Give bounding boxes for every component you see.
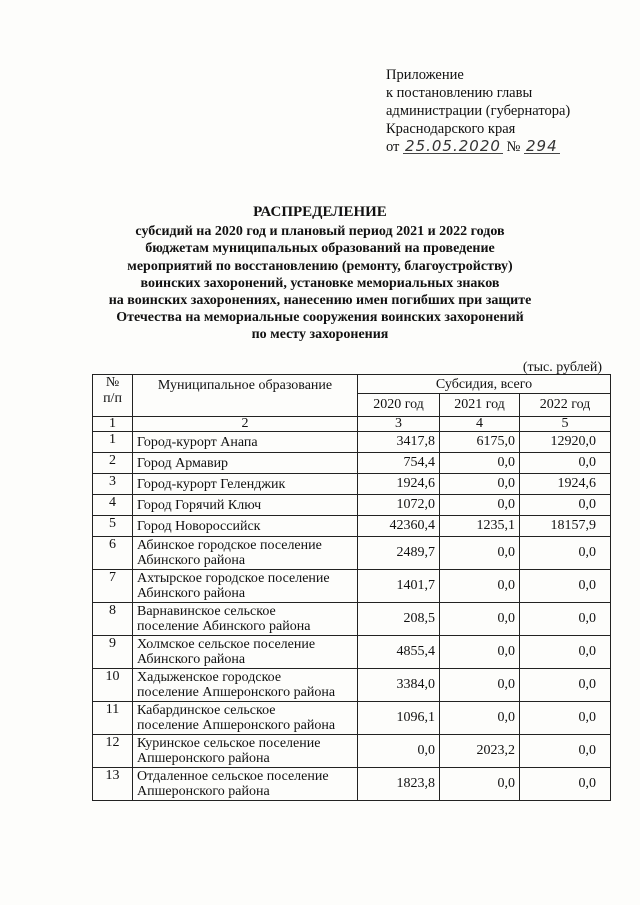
value-2022: 18157,9	[520, 516, 611, 537]
title-line: мероприятий по восстановлению (ремонту, благоустройству)	[127, 258, 513, 274]
value-2021: 2023,2	[440, 735, 520, 768]
handwritten-number: 294	[526, 137, 558, 155]
title-line: Отечества на мемориальные сооружения воинских захоронений	[116, 310, 524, 326]
municipality-line: Город-курорт Анапа	[137, 434, 258, 450]
row-municipality	[133, 735, 358, 768]
municipality-line: поселение Апшеронского района	[137, 685, 336, 700]
value-2021: 6175,0	[440, 432, 520, 453]
value-2020: 1401,7	[358, 570, 440, 603]
number-label: №	[506, 139, 521, 155]
municipality-line: Кабардинское сельское	[137, 703, 276, 718]
table-row	[93, 768, 611, 801]
row-number: 1	[93, 432, 133, 453]
value-2022: 0,0	[520, 570, 611, 603]
row-municipality	[133, 495, 358, 516]
row-number: 7	[93, 570, 133, 603]
appendix-line: к постановлению главы	[386, 85, 533, 101]
table-body	[93, 432, 611, 801]
title-line: воинских захоронений, установке мемориальных знаков	[140, 275, 500, 291]
value-2021: 0,0	[440, 453, 520, 474]
row-number: 8	[93, 603, 133, 636]
value-2020: 1924,6	[358, 474, 440, 495]
row-number: 10	[93, 669, 133, 702]
table-row	[93, 495, 611, 516]
value-2021: 0,0	[440, 636, 520, 669]
value-2022: 0,0	[520, 669, 611, 702]
municipality-line: Абинского района	[137, 586, 246, 601]
value-2021: 0,0	[440, 768, 520, 801]
row-municipality	[133, 669, 358, 702]
column-index: 2	[133, 417, 358, 432]
value-2020: 2489,7	[358, 537, 440, 570]
table-row	[93, 669, 611, 702]
municipality-line: поселение Апшеронского района	[137, 718, 336, 733]
subsidy-table	[92, 374, 611, 801]
value-2021: 0,0	[440, 669, 520, 702]
value-2022: 0,0	[520, 603, 611, 636]
row-municipality	[133, 768, 358, 801]
value-2022: 0,0	[520, 768, 611, 801]
table-row	[93, 432, 611, 453]
from-label: от	[386, 139, 400, 155]
row-municipality	[133, 453, 358, 474]
row-municipality	[133, 474, 358, 495]
row-municipality	[133, 702, 358, 735]
appendix-date-line	[386, 138, 570, 156]
title-line: на воинских захоронениях, нанесению имен погибших при защите	[108, 293, 532, 309]
value-2021: 0,0	[440, 474, 520, 495]
value-2020: 4855,4	[358, 636, 440, 669]
municipality-line: Холмское сельское поселение	[137, 637, 316, 652]
appendix-line: администрации (губернатора)	[386, 103, 571, 119]
header-year-2022: 2022 год	[520, 394, 611, 417]
row-municipality	[133, 432, 358, 453]
column-index: 3	[358, 417, 440, 432]
value-2022: 0,0	[520, 702, 611, 735]
value-2022: 0,0	[520, 735, 611, 768]
municipality-line: Варнавинское сельское	[137, 604, 276, 619]
municipality-line: Ахтырское городское поселение	[137, 571, 330, 586]
table-row	[93, 702, 611, 735]
table-row	[93, 636, 611, 669]
row-municipality	[133, 537, 358, 570]
row-number: 6	[93, 537, 133, 570]
value-2020: 42360,4	[358, 516, 440, 537]
appendix-block	[386, 66, 570, 156]
title-line: бюджетам муниципальных образований на проведение	[145, 241, 495, 257]
table-row	[93, 474, 611, 495]
value-2022: 1924,6	[520, 474, 611, 495]
municipality-line: Город Армавир	[137, 455, 229, 471]
header-number-line: п/п	[103, 391, 122, 406]
table-row	[93, 570, 611, 603]
row-number: 2	[93, 453, 133, 474]
value-2022: 0,0	[520, 453, 611, 474]
row-number: 13	[93, 768, 133, 801]
header-year-2021: 2021 год	[440, 394, 520, 417]
header-number-line: №	[105, 375, 120, 390]
value-2021: 0,0	[440, 702, 520, 735]
column-index: 1	[93, 417, 133, 432]
column-index: 5	[520, 417, 611, 432]
municipality-line: Куринское сельское поселение	[137, 736, 321, 751]
table-row	[93, 603, 611, 636]
value-2022: 12920,0	[520, 432, 611, 453]
row-number: 3	[93, 474, 133, 495]
document-title	[60, 204, 580, 344]
row-municipality	[133, 636, 358, 669]
value-2021: 1235,1	[440, 516, 520, 537]
row-municipality	[133, 570, 358, 603]
header-municipality: Муниципальное образование	[133, 375, 358, 417]
municipality-line: Абинского района	[137, 553, 246, 568]
row-number: 4	[93, 495, 133, 516]
value-2020: 0,0	[358, 735, 440, 768]
municipality-line: Апшеронского района	[137, 784, 270, 799]
row-municipality	[133, 603, 358, 636]
value-2022: 0,0	[520, 537, 611, 570]
row-municipality	[133, 516, 358, 537]
value-2021: 0,0	[440, 570, 520, 603]
title-line: по месту захоронения	[251, 327, 389, 343]
title-line: субсидий на 2020 год и плановый период 2021 и 2022 годов	[135, 224, 505, 240]
units-label: (тыс. рублей)	[522, 360, 602, 375]
municipality-line: Хадыженское городское	[137, 670, 282, 685]
municipality-line: Город-курорт Геленджик	[137, 476, 286, 492]
appendix-line: Краснодарского края	[386, 121, 516, 137]
table-row	[93, 453, 611, 474]
value-2020: 3384,0	[358, 669, 440, 702]
row-number: 5	[93, 516, 133, 537]
value-2021: 0,0	[440, 495, 520, 516]
municipality-line: Отдаленное сельское поселение	[137, 769, 329, 784]
municipality-line: Апшеронского района	[137, 751, 270, 766]
column-index: 4	[440, 417, 520, 432]
table-row	[93, 516, 611, 537]
column-index-row	[93, 417, 611, 432]
table-row	[93, 735, 611, 768]
row-number: 9	[93, 636, 133, 669]
municipality-line: Абинское городское поселение	[137, 538, 322, 553]
title-heading: РАСПРЕДЕЛЕНИЕ	[253, 204, 387, 220]
header-year-2020: 2020 год	[358, 394, 440, 417]
value-2021: 0,0	[440, 537, 520, 570]
header-subsidy: Субсидия, всего	[358, 375, 611, 394]
appendix-line: Приложение	[386, 67, 464, 83]
header-number	[93, 375, 133, 417]
table-row	[93, 537, 611, 570]
value-2020: 1823,8	[358, 768, 440, 801]
municipality-line: Абинского района	[137, 652, 246, 667]
value-2020: 1096,1	[358, 702, 440, 735]
value-2022: 0,0	[520, 495, 611, 516]
value-2020: 1072,0	[358, 495, 440, 516]
municipality-line: Город Горячий Ключ	[137, 497, 262, 513]
row-number: 11	[93, 702, 133, 735]
value-2022: 0,0	[520, 636, 611, 669]
value-2020: 754,4	[358, 453, 440, 474]
value-2020: 208,5	[358, 603, 440, 636]
row-number: 12	[93, 735, 133, 768]
value-2020: 3417,8	[358, 432, 440, 453]
handwritten-date: 25.05.2020	[405, 137, 501, 155]
value-2021: 0,0	[440, 603, 520, 636]
municipality-line: поселение Абинского района	[137, 619, 311, 634]
municipality-line: Город Новороссийск	[137, 518, 261, 534]
